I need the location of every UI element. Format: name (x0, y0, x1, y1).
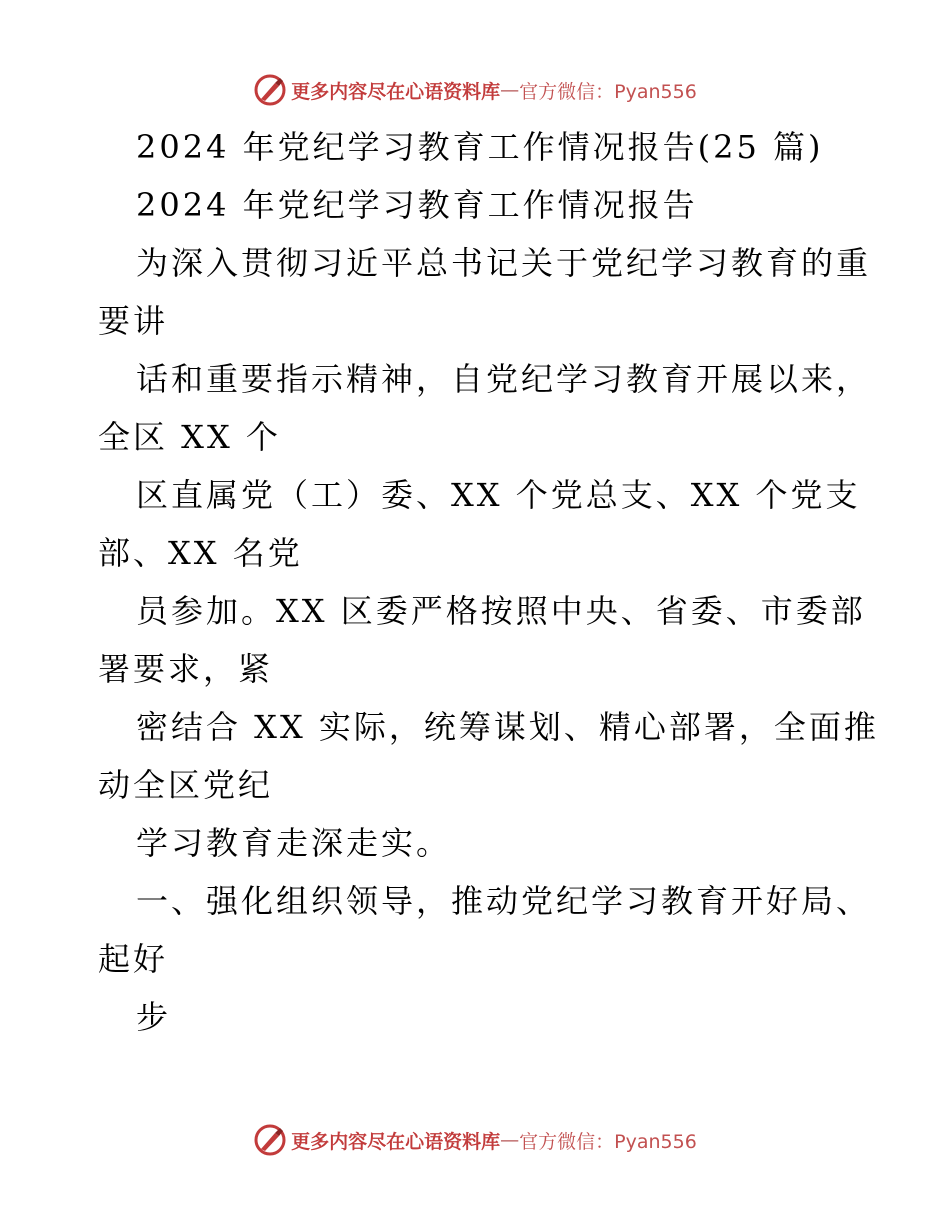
text-line: 署要求，紧 (98, 650, 274, 688)
text-line: 起好 (98, 940, 169, 978)
footer-watermark (0, 1120, 950, 1160)
watermark-main-text: 更多内容尽在心语资料库 (291, 1130, 501, 1153)
text-line: 话和重要指示精神，自党纪学习教育开展以来， (136, 360, 872, 398)
text-line: 部、XX 名党 (98, 534, 303, 572)
pen-circle-logo-icon (253, 1123, 287, 1157)
document-subtitle: 2024 年党纪学习教育工作情况报告 (136, 186, 698, 224)
watermark-contact-text: 官方微信：Pyan556 (519, 1130, 697, 1153)
pen-circle-logo-icon (253, 73, 287, 107)
document-title: 2024 年党纪学习教育工作情况报告(25 篇) (136, 128, 824, 166)
text-line: 为深入贯彻习近平总书记关于党纪学习教育的重 (136, 244, 872, 282)
text-line: 学习教育走深走实。 (136, 824, 452, 862)
header-watermark (0, 70, 950, 110)
document-body (98, 118, 879, 1046)
text-line: 动全区党纪 (98, 766, 274, 804)
text-line: 区直属党（工）委、XX 个党总支、XX 个党支 (136, 476, 861, 514)
watermark-contact-text: 官方微信：Pyan556 (519, 80, 697, 103)
text-line: 步 (136, 998, 172, 1036)
section-heading: 一、强化组织领导，推动党纪学习教育开好局、 (136, 882, 872, 920)
watermark-dash: — (500, 79, 520, 101)
watermark-dash: — (500, 1129, 520, 1151)
text-line: 员参加。XX 区委严格按照中央、省委、市委部 (136, 592, 866, 630)
text-line: 全区 XX 个 (98, 418, 281, 456)
text-line: 密结合 XX 实际，统筹谋划、精心部署，全面推 (136, 708, 879, 746)
watermark-main-text: 更多内容尽在心语资料库 (291, 80, 501, 103)
text-line: 要讲 (98, 302, 169, 340)
